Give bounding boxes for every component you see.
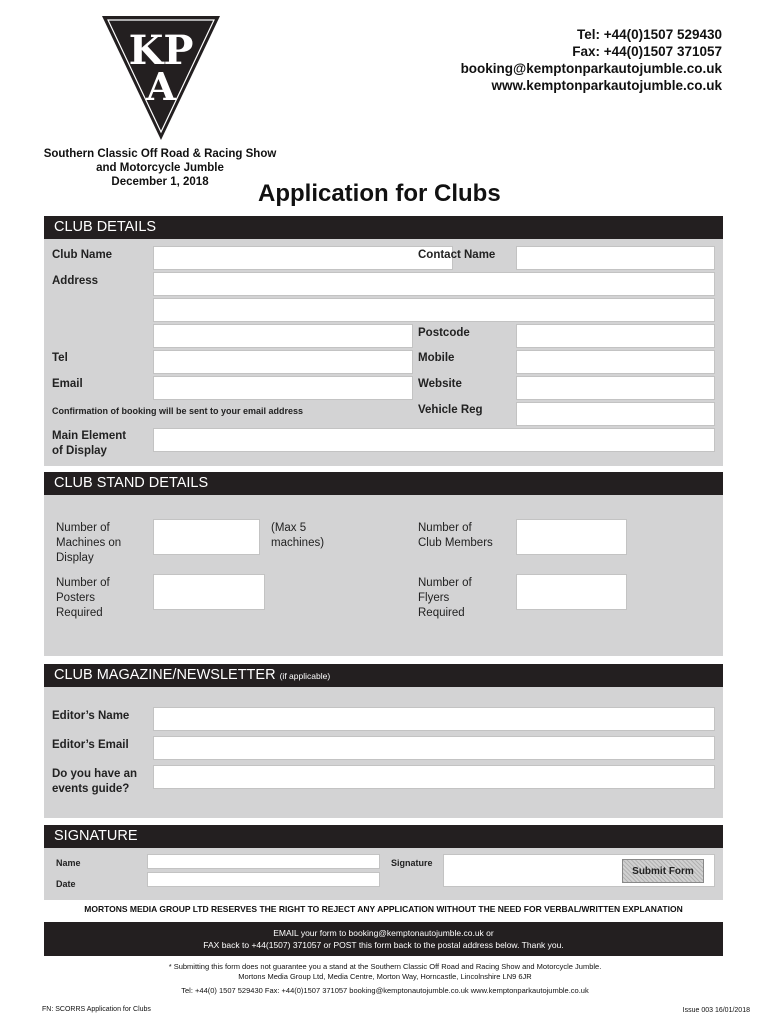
events-guide-line-1: Do you have an — [52, 768, 137, 780]
events-guide-field[interactable] — [153, 765, 715, 789]
editor-email-label: Editor’s Email — [52, 739, 129, 751]
members-label — [418, 521, 493, 551]
issue-number: Issue 003 16/01/2018 — [682, 1007, 750, 1014]
sig-name-field[interactable] — [147, 854, 380, 869]
page-title: Application for Clubs — [258, 180, 501, 207]
tel-field[interactable] — [153, 350, 413, 374]
address-label: Address — [52, 275, 99, 287]
main-element-field[interactable] — [153, 428, 715, 452]
postcode-label: Postcode — [418, 327, 470, 339]
signature-label: Signature — [391, 858, 433, 868]
email-instruction: EMAIL your form to booking@kemptonautojumble.co.uk or — [273, 928, 494, 938]
event-line-1: Southern Classic Off Road & Racing Show — [43, 148, 277, 160]
event-line-2: and Motorcycle Jumble — [96, 162, 224, 174]
editor-name-label: Editor’s Name — [52, 710, 130, 722]
machines-label-line-3: Display — [56, 552, 94, 564]
event-date: December 1, 2018 — [111, 176, 209, 188]
members-label-line-1: Number of — [418, 522, 472, 534]
email-label: Email — [52, 378, 83, 390]
website-label: Website — [418, 378, 462, 390]
disclaimer-line-1: * Submitting this form does not guarantee you a stand at the Southern Classic Off Road and Racing Show and Motorcycle Jumble. — [168, 962, 602, 971]
contact-fax: Fax: +44(0)1507 371057 — [572, 44, 722, 59]
flyers-label-line-2: Flyers — [418, 592, 450, 604]
posters-label-line-2: Posters — [56, 592, 95, 604]
posters-label-line-1: Number of — [56, 577, 110, 589]
main-element-label-line-1: Main Element — [52, 430, 127, 442]
main-element-label-line-2: of Display — [52, 445, 107, 457]
machines-label — [56, 521, 121, 566]
logo-text-a: A — [146, 64, 176, 109]
club-name-label: Club Name — [52, 249, 113, 261]
sig-date-label: Date — [56, 879, 76, 889]
vehicle-reg-label: Vehicle Reg — [418, 404, 483, 416]
sig-name-label: Name — [56, 858, 81, 868]
footer-contact-line: Tel: +44(0) 1507 529430 Fax: +44(0)1507 371057 booking@kemptonautojumble.co.uk www.kemptonparkautojumble.co.uk — [181, 986, 589, 995]
logo-text-kp: KP — [128, 27, 194, 74]
magazine-section — [44, 664, 723, 818]
contact-web[interactable]: www.kemptonparkautojumble.co.uk — [491, 78, 722, 93]
mobile-label: Mobile — [418, 352, 455, 364]
events-guide-label — [52, 767, 137, 797]
posters-label-line-3: Required — [56, 607, 103, 619]
stand-details-section — [44, 472, 723, 656]
main-element-label — [52, 429, 126, 459]
editor-email-field[interactable] — [153, 736, 715, 760]
flyers-label-line-1: Number of — [418, 577, 472, 589]
flyers-label-line-3: Required — [418, 607, 465, 619]
contact-name-label: Contact Name — [418, 249, 496, 261]
machines-label-line-2: Machines on — [56, 537, 122, 549]
contact-name-field[interactable] — [516, 246, 715, 270]
club-details-section — [44, 216, 723, 466]
contact-block — [461, 26, 722, 94]
max-machines-note — [271, 521, 324, 551]
kpa-logo — [100, 14, 222, 142]
disclaimer-line-2: Mortons Media Group Ltd, Media Centre, Morton Way, Horncastle, Lincolnshire LN9 6JR — [238, 972, 532, 981]
mobile-field[interactable] — [516, 350, 715, 374]
email-bar — [44, 922, 723, 956]
fax-instruction: FAX back to +44(1507) 371057 or POST this form back to the postal address below. Thank you. — [203, 940, 564, 950]
vehicle-reg-field[interactable] — [516, 402, 715, 426]
email-field[interactable] — [153, 376, 413, 400]
posters-label — [56, 576, 110, 621]
signature-heading: SIGNATURE — [44, 825, 723, 848]
address-field-2[interactable] — [153, 298, 715, 322]
confirmation-note: Confirmation of booking will be sent to your email address — [52, 406, 304, 416]
editor-name-field[interactable] — [153, 707, 715, 731]
flyers-field[interactable] — [516, 574, 627, 610]
website-field[interactable] — [516, 376, 715, 400]
flyers-label — [418, 576, 472, 621]
disclaimer — [30, 962, 740, 982]
address-field-1[interactable] — [153, 272, 715, 296]
contact-email[interactable]: booking@kemptonparkautojumble.co.uk — [460, 61, 722, 76]
sig-date-field[interactable] — [147, 872, 380, 887]
submit-form-button[interactable]: Submit Form — [622, 859, 704, 883]
tel-label: Tel — [52, 352, 68, 364]
file-name: FN: SCORRS Application for Clubs — [42, 1006, 151, 1013]
rejection-notice: MORTONS MEDIA GROUP LTD RESERVES THE RIGHT TO REJECT ANY APPLICATION WITHOUT THE NEED FOR VERBAL/WRITTEN EXPLANATION — [84, 904, 683, 914]
contact-tel: Tel: +44(0)1507 529430 — [577, 27, 722, 42]
machines-field[interactable] — [153, 519, 260, 555]
magazine-heading-note: (if applicable) — [279, 671, 331, 681]
max-machines-line-2: machines) — [271, 537, 325, 549]
club-name-field[interactable] — [153, 246, 453, 270]
magazine-heading-text: CLUB MAGAZINE/NEWSLETTER — [54, 667, 276, 683]
club-details-heading: CLUB DETAILS — [44, 216, 723, 239]
max-machines-line-1: (Max 5 — [271, 522, 307, 534]
signature-section — [44, 825, 723, 900]
machines-label-line-1: Number of — [56, 522, 110, 534]
members-field[interactable] — [516, 519, 627, 555]
address-field-3[interactable] — [153, 324, 413, 348]
magazine-heading — [44, 664, 723, 687]
members-label-line-2: Club Members — [418, 537, 493, 549]
posters-field[interactable] — [153, 574, 265, 610]
postcode-field[interactable] — [516, 324, 715, 348]
events-guide-line-2: events guide? — [52, 783, 130, 795]
stand-details-heading: CLUB STAND DETAILS — [44, 472, 723, 495]
